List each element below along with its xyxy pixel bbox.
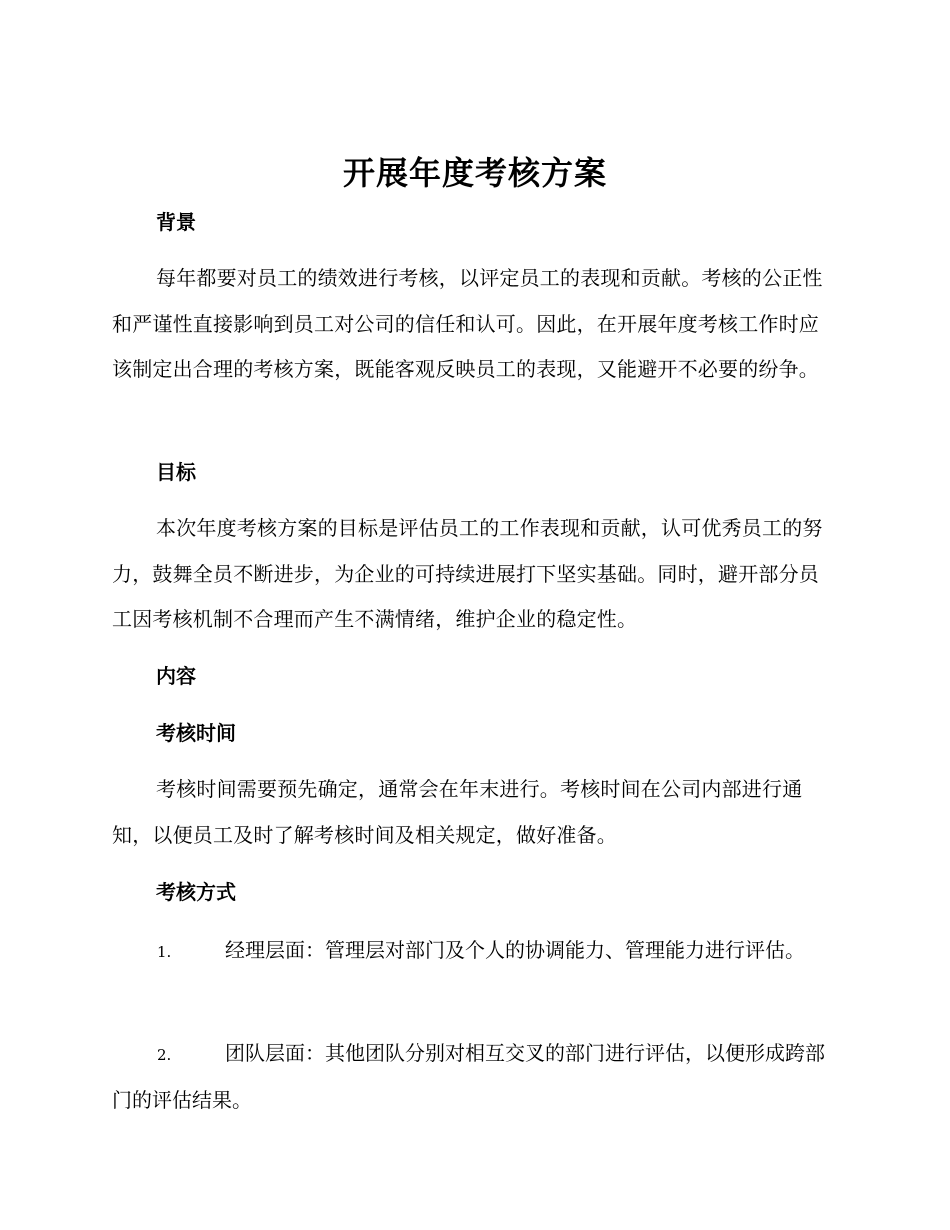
section-heading-goal: 目标 <box>156 460 196 484</box>
list-item-text: 团队层面：其他团队分别对相互交叉的部门进行评估，以便形成跨部门的评估结果。 <box>112 1041 825 1112</box>
list-item-number: 2. <box>157 1046 172 1064</box>
section-heading-content: 内容 <box>156 664 196 688</box>
paragraph-time: 考核时间需要预先确定，通常会在年末进行。考核时间在公司内部进行通知，以便员工及时了解考核时间及相关规定，做好准备。 <box>112 777 803 847</box>
list-item-text: 经理层面：管理层对部门及个人的协调能力、管理能力进行评估。 <box>225 938 805 962</box>
paragraph-goal: 本次年度考核方案的目标是评估员工的工作表现和贡献，认可优秀员工的努力，鼓舞全员不断进步，为企业的可持续进展打下坚实基础。同时，避开部分员工因考核机制不合理而产生不满情绪，维护企业的稳定性。 <box>112 516 823 631</box>
section-heading-method: 考核方式 <box>156 880 236 904</box>
list-item-number: 1. <box>157 943 172 961</box>
section-heading-background: 背景 <box>156 210 196 234</box>
list-item <box>112 1031 832 1123</box>
list-item <box>112 928 832 975</box>
document-title: 开展年度考核方案 <box>342 154 607 192</box>
section-heading-time: 考核时间 <box>156 721 236 745</box>
paragraph-background: 每年都要对员工的绩效进行考核，以评定员工的表现和贡献。考核的公正性和严谨性直接影响到员工对公司的信任和认可。因此，在开展年度考核工作时应该制定出合理的考核方案，既能客观反映员工的表现，又能避开不必要的纷争。 <box>112 266 823 381</box>
